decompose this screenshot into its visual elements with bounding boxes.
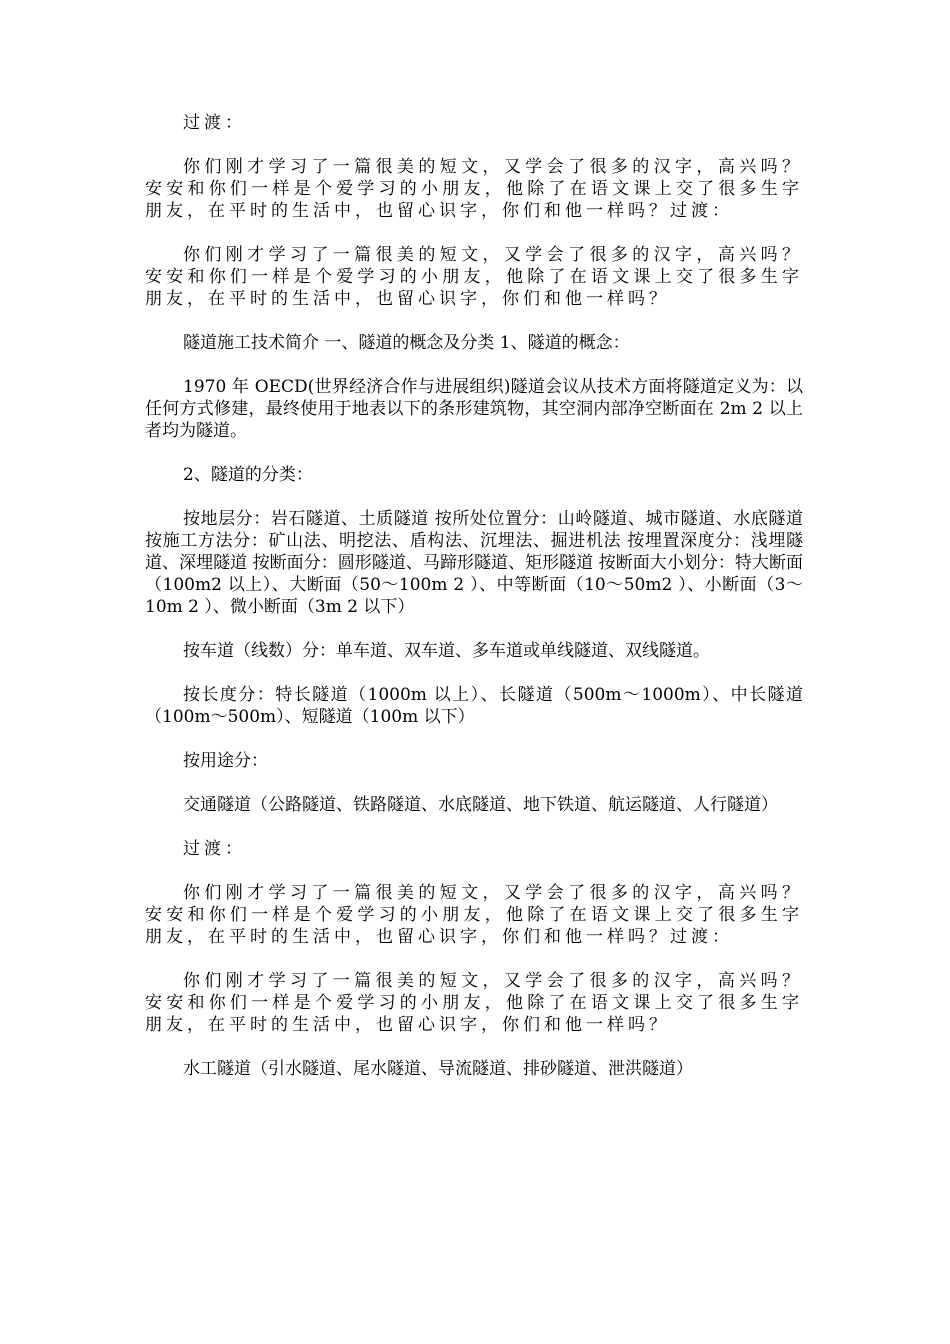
paragraph-tunnel-definition: 1970 年 OECD(世界经济合作与进展组织)隧道会议从技术方面将隧道定义为：以任何方式修建，最终使用于地表以下的条形建筑物，其空洞内部净空断面在 2m 2 以上者均为隧道。 xyxy=(145,377,803,441)
paragraph-tunnel-intro: 隧道施工技术简介 一、隧道的概念及分类 1、隧道的概念： xyxy=(183,333,630,353)
paragraph-lesson-4: 你们刚才学习了一篇很美的短文，又学会了很多的汉字，高兴吗？安安和你们一样是个爱学习的小朋友，他除了在语文课上交了很多生字朋友，在平时的生活中，也留心识字，你们和他一样吗？ xyxy=(145,971,803,1035)
paragraph-hydraulic-tunnels: 水工隧道（引水隧道、尾水隧道、导流隧道、排砂隧道、泄洪隧道） xyxy=(183,1059,693,1079)
paragraph-lesson-1: 你们刚才学习了一篇很美的短文，又学会了很多的汉字，高兴吗？安安和你们一样是个爱学习的小朋友，他除了在语文课上交了很多生字朋友，在平时的生活中，也留心识字，你们和他一样吗？过渡： xyxy=(145,157,803,221)
paragraph-classification-list: 按地层分：岩石隧道、土质隧道 按所处位置分：山岭隧道、城市隧道、水底隧道 按施工方法分：矿山法、明挖法、盾构法、沉埋法、掘进机法 按埋置深度分：浅埋隧道、深埋隧道 按断面分：圆形隧道、马蹄形隧道、矩形隧道 按断面大小划分：特大断面（100m2 以上）、大断面（50～100m 2 ）、中等断面（10～50m2 ）、小断面（3～10m 2 ）、微小断面（3m 2 以下） xyxy=(145,509,803,617)
paragraph-lesson-2: 你们刚才学习了一篇很美的短文，又学会了很多的汉字，高兴吗？安安和你们一样是个爱学习的小朋友，他除了在语文课上交了很多生字朋友，在平时的生活中，也留心识字，你们和他一样吗？ xyxy=(145,245,803,309)
paragraph-by-use: 按用途分： xyxy=(183,751,268,771)
paragraph-lesson-3: 你们刚才学习了一篇很美的短文，又学会了很多的汉字，高兴吗？安安和你们一样是个爱学习的小朋友，他除了在语文课上交了很多生字朋友，在平时的生活中，也留心识字，你们和他一样吗？过渡： xyxy=(145,883,803,947)
paragraph-classification-heading: 2、隧道的分类： xyxy=(183,465,313,485)
paragraph-by-lanes: 按车道（线数）分：单车道、双车道、多车道或单线隧道、双线隧道。 xyxy=(183,641,710,661)
paragraph-transition-2: 过渡： xyxy=(183,839,246,859)
paragraph-by-length: 按长度分：特长隧道（1000m 以上）、长隧道（500m～1000m）、中长隧道（100m～500m）、短隧道（100m 以下） xyxy=(145,685,803,727)
paragraph-traffic-tunnels: 交通隧道（公路隧道、铁路隧道、水底隧道、地下铁道、航运隧道、人行隧道） xyxy=(183,795,778,815)
document-page xyxy=(145,112,803,1102)
paragraph-transition-1: 过渡： xyxy=(183,113,246,133)
